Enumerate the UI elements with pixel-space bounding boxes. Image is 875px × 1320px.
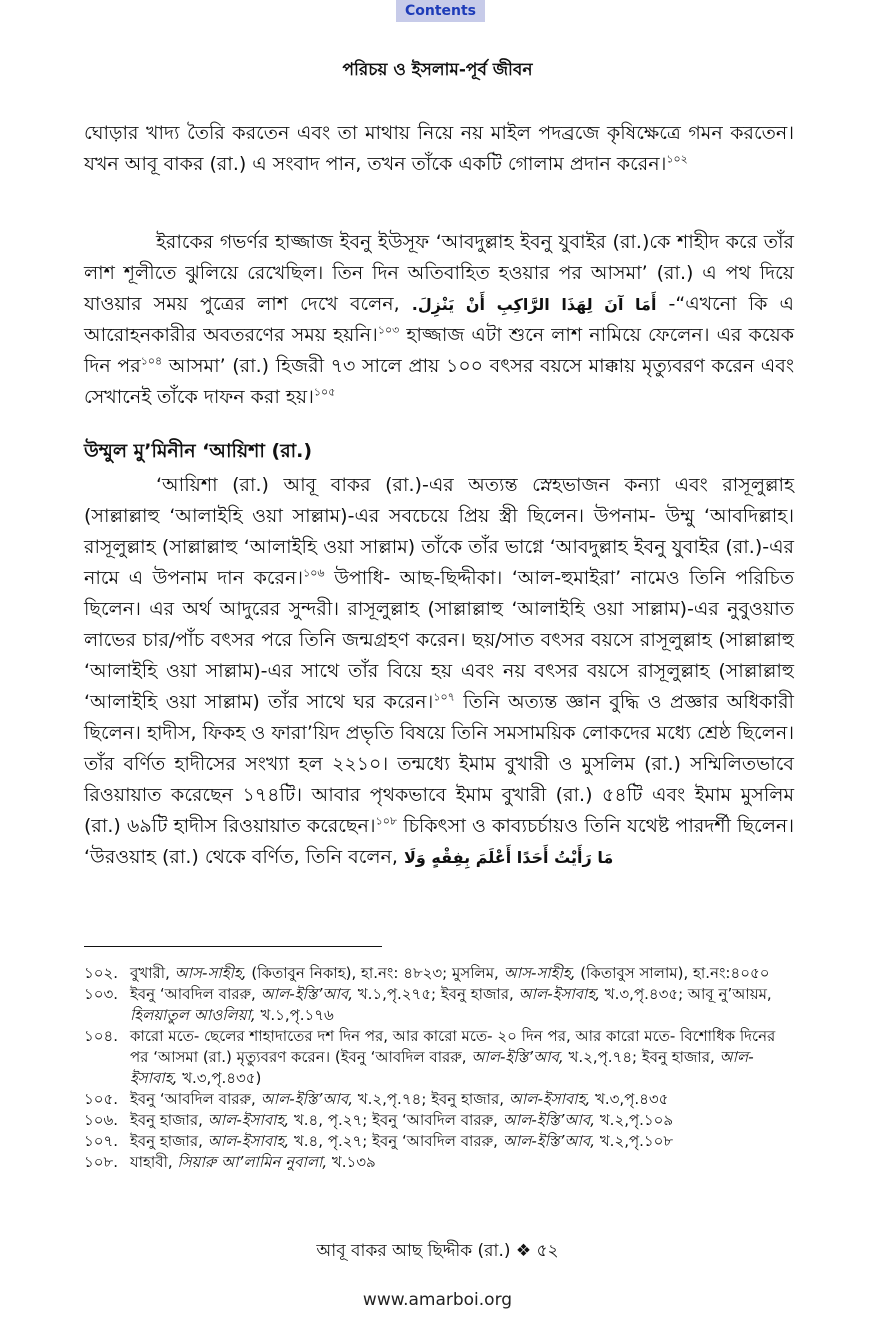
footnote-text: খ.১,পৃ.১৭৬ bbox=[255, 1006, 334, 1024]
page-footer: আবূ বাকর আছ ছিদ্দীক (রা.) ❖ ৫২ bbox=[316, 1241, 559, 1261]
paragraph-text: হাজ্জাজ এটা শুনে লাশ নামিয়ে ফেলেন। এর কয়েক দিন পর bbox=[84, 324, 794, 377]
footnote-ref[interactable]: ১০২ bbox=[666, 152, 688, 166]
footnote-number: ১০৪. bbox=[84, 1027, 118, 1045]
paragraph-text: ‘আয়িশা (রা.) আবূ বাকর (রা.)-এর অত্যন্ত স্নেহভাজন কন্যা এবং রাসূলুল্লাহ (সাল্লাল্লাহু ‘আলাইহি ওয়া সাল্লাম)-এর সবচেয়ে প্রিয় স্ত্রী ছিলেন। উপনাম- উম্মু ‘আবদিল্লাহ। রাসূলুল্লাহ (সাল্লাল্লাহু ‘আলাইহি ওয়া সাল্লাম) তাঁকে তাঁর ভাগ্নে ‘আবদুল্লাহ ইবনু যুবাইর (রা.)-এর নামে এ উপনাম দান করেন। bbox=[84, 474, 794, 589]
footnote-number: ১০৮. bbox=[84, 1153, 118, 1171]
footnote-ref[interactable]: ১০৩ bbox=[377, 323, 400, 337]
footnote-text: খ.১,পৃ.২৭৫; ইবনু হাজার, bbox=[352, 985, 519, 1003]
footnote-source-title: আল-ইসাবাহ, bbox=[207, 1111, 290, 1129]
footnote-source-title: আল-ইস্তি’আব, bbox=[260, 1090, 353, 1108]
footnote-text: (কিতাবুস সালাম), হা.নং:৪০৫০ bbox=[575, 964, 770, 982]
footnote-text: খ.৩,পৃ.৪৩৫ bbox=[590, 1090, 669, 1108]
footnote-text: খ.৪, পৃ.২৭; ইবনু ‘আবদিল বাররু, bbox=[289, 1111, 503, 1129]
paragraph-1 bbox=[84, 118, 794, 180]
footnote-source-title: আস-সাহীহ, bbox=[503, 964, 576, 982]
footnote-text: কারো মতে- ছেলের শাহাদাতের দশ দিন পর, আর কারো মতে- ২০ দিন পর, আর কারো মতে- বিশোধিক দিনের পর ‘আসমা (রা.) মৃত্যুবরণ করেন। (ইবনু ‘আবদিল বাররু, bbox=[130, 1027, 776, 1066]
footnote-ref[interactable]: ১০৭ bbox=[433, 690, 455, 704]
arabic-quote: مَا رَأَيْتُ أَحَدًا أَعْلَمَ بِفِقْهٍ وَلَا bbox=[403, 848, 614, 867]
footnote-text: খ.২,পৃ.৭৪; ইবনু হাজার, bbox=[563, 1048, 720, 1066]
paragraph-text: ইরাকের গভর্ণর হাজ্জাজ ইবনু ইউসূফ ‘আবদুল্লাহ ইবনু যুবাইর (রা.)কে শাহীদ করে তাঁর লাশ শূলীতে ঝুলিয়ে রেখেছিল। তিন দিন অতিবাহিত হওয়ার পর আসমা’ (রা.) এ পথ দিয়ে যাওয়ার সময় পুত্রের লাশ দেখে বলেন, bbox=[84, 231, 794, 315]
footnote-item bbox=[84, 1152, 796, 1173]
site-url[interactable]: www.amarboi.org bbox=[362, 1290, 513, 1310]
footnote-source-title: আস-সাহীহ, bbox=[174, 964, 247, 982]
footnote-text: খ.৩,পৃ.৪৩৫; আবূ নু’আয়ম, bbox=[600, 985, 772, 1003]
footnote-text: যাহাবী, bbox=[130, 1153, 178, 1171]
footnote-text: ইবনু হাজার, bbox=[130, 1132, 208, 1150]
footnote-source-title: আল-ইস্তি’আব, bbox=[502, 1132, 596, 1150]
footnote-source-title: আল-ইস্তি’আব, bbox=[471, 1048, 564, 1066]
footnote-text: খ.২,পৃ.৭৪; ইবনু হাজার, bbox=[352, 1090, 509, 1108]
footnotes bbox=[84, 963, 796, 1173]
footnote-number: ১০৫. bbox=[84, 1090, 118, 1108]
paragraph-text: চিকিৎসা ও কাব্যচর্চায়ও তিনি যথেষ্ট পারদর্শী ছিলেন। ‘উরওয়াহ (রা.) থেকে বর্ণিত, তিনি বলেন, bbox=[84, 815, 794, 868]
section-heading: উম্মুল মু’মিনীন ‘আয়িশা (রা.) bbox=[84, 440, 313, 462]
footnote-ref[interactable]: ১০৫ bbox=[313, 385, 336, 399]
footnote-source-title: সিয়ারু আ’লামিন নুবালা, bbox=[177, 1153, 328, 1171]
paragraph-2 bbox=[84, 227, 794, 413]
footnote-divider bbox=[84, 946, 382, 947]
footnote-text: (কিতাবুন নিকাহ), হা.নং: ৪৮২৩; মুসলিম, bbox=[246, 964, 504, 982]
footnote-text: খ.২,পৃ.১০৮ bbox=[595, 1132, 674, 1150]
footnote-item bbox=[84, 1110, 796, 1131]
footnote-text: খ.৪, পৃ.২৭; ইবনু ‘আবদিল বাররু, bbox=[289, 1132, 503, 1150]
arabic-quote: أَمَا آنَ لِهَذَا الرَّاكِبِ أَنْ يَنْزِلَ. bbox=[411, 295, 657, 314]
footnote-ref[interactable]: ১০৪ bbox=[140, 354, 163, 368]
footnote-source-title: আল-ইসাবাহ, bbox=[508, 1090, 591, 1108]
footnote-source-title: আল-ইস্তি’আব, bbox=[260, 985, 353, 1003]
footnote-item bbox=[84, 1089, 796, 1110]
footnote-item bbox=[84, 963, 796, 984]
paragraph-text: উপাধি- আছ-ছিদ্দীকা। ‘আল-হুমাইরা’ নামেও তিনি পরিচিত ছিলেন। এর অর্থ আদুরের সুন্দরী। রাসূলুল্লাহ (সাল্লাল্লাহু ‘আলাইহি ওয়া সাল্লাম)-এর নুবুওয়াত লাভের চার/পাঁচ বৎসর পরে তিনি জন্মগ্রহণ করেন। ছয়/সাত বৎসর বয়সে রাসূলুল্লাহ (সাল্লাল্লাহু ‘আলাইহি ওয়া সাল্লাম)-এর সাথে তাঁর বিয়ে হয় এবং নয় বৎসর বয়সে রাসূলুল্লাহ (সাল্লাল্লাহু ‘আলাইহি ওয়া সাল্লাম) তাঁর সাথে ঘর করেন। bbox=[84, 567, 795, 713]
footnote-ref[interactable]: ১০৮ bbox=[375, 814, 398, 828]
footnote-text: বুখারী, bbox=[130, 964, 175, 982]
paragraph-3 bbox=[84, 470, 794, 873]
footnote-source-title: আল-ইস্তি’আব, bbox=[502, 1111, 596, 1129]
running-head: পরিচয় ও ইসলাম-পূর্ব জীবন bbox=[342, 60, 533, 80]
footnote-source-title: আল-ইসাবাহ, bbox=[518, 985, 601, 1003]
footnote-source-title: আল-ইসাবাহ, bbox=[130, 1048, 754, 1087]
footnote-text: ইবনু হাজার, bbox=[130, 1111, 208, 1129]
contents-button[interactable]: Contents bbox=[396, 0, 485, 22]
footnote-item bbox=[84, 1026, 796, 1089]
paragraph-text: -“এখনো কি এ আরোহনকারীর অবতরণের সময় হয়নি। bbox=[84, 293, 794, 346]
footnote-item bbox=[84, 984, 796, 1026]
footnote-item bbox=[84, 1131, 796, 1152]
footnote-source-title: আল-ইসাবাহ, bbox=[207, 1132, 290, 1150]
footnote-source-title: হিলয়াতুল আওলিয়া, bbox=[130, 1006, 256, 1024]
footnote-number: ১০৩. bbox=[84, 985, 119, 1003]
footnote-text: খ.৩,পৃ.৪৩৫) bbox=[177, 1069, 262, 1087]
footnote-number: ১০৬. bbox=[84, 1111, 119, 1129]
paragraph-text: ঘোড়ার খাদ্য তৈরি করতেন এবং তা মাথায় নিয়ে নয় মাইল পদব্রজে কৃষিক্ষেত্রে গমন করতেন। যখন আবূ বাকর (রা.) এ সংবাদ পান, তখন তাঁকে একটি গোলাম প্রদান করেন। bbox=[84, 122, 794, 175]
footnote-text: ইবনু ‘আবদিল বাররু, bbox=[130, 985, 261, 1003]
paragraph-text: আসমা’ (রা.) হিজরী ৭৩ সালে প্রায় ১০০ বৎসর বয়সে মাক্কায় মৃত্যুবরণ করেন এবং সেখানেই তাঁকে দাফন করা হয়। bbox=[84, 355, 795, 408]
footnote-text: ইবনু ‘আবদিল বাররু, bbox=[130, 1090, 261, 1108]
footnote-text: খ.২,পৃ.১০৯ bbox=[595, 1111, 674, 1129]
footnote-ref[interactable]: ১০৬ bbox=[303, 566, 325, 580]
paragraph-text: তিনি অত্যন্ত জ্ঞান বুদ্ধি ও প্রজ্ঞার অধিকারী ছিলেন। হাদীস, ফিকহ ও ফারা’য়িদ প্রভৃতি বিষয়ে তিনি সমসাময়িক লোকদের মধ্যে শ্রেষ্ঠ ছিলেন। তাঁর বর্ণিত হাদীসের সংখ্যা হল ২২১০। তন্মধ্যে ইমাম বুখারী ও মুসলিম (রা.) সম্মিলিতভাবে রিওয়ায়াত করেছেন ১৭৪টি। আবার পৃথকভাবে ইমাম বুখারী (রা.) ৫৪টি এবং ইমাম মুসলিম (রা.) ৬৯টি হাদীস রিওয়ায়াত করেছেন। bbox=[84, 691, 794, 837]
footnote-number: ১০২. bbox=[84, 964, 119, 982]
footnote-number: ১০৭. bbox=[84, 1132, 119, 1150]
footnote-text: খ.১৩৯ bbox=[327, 1153, 376, 1171]
